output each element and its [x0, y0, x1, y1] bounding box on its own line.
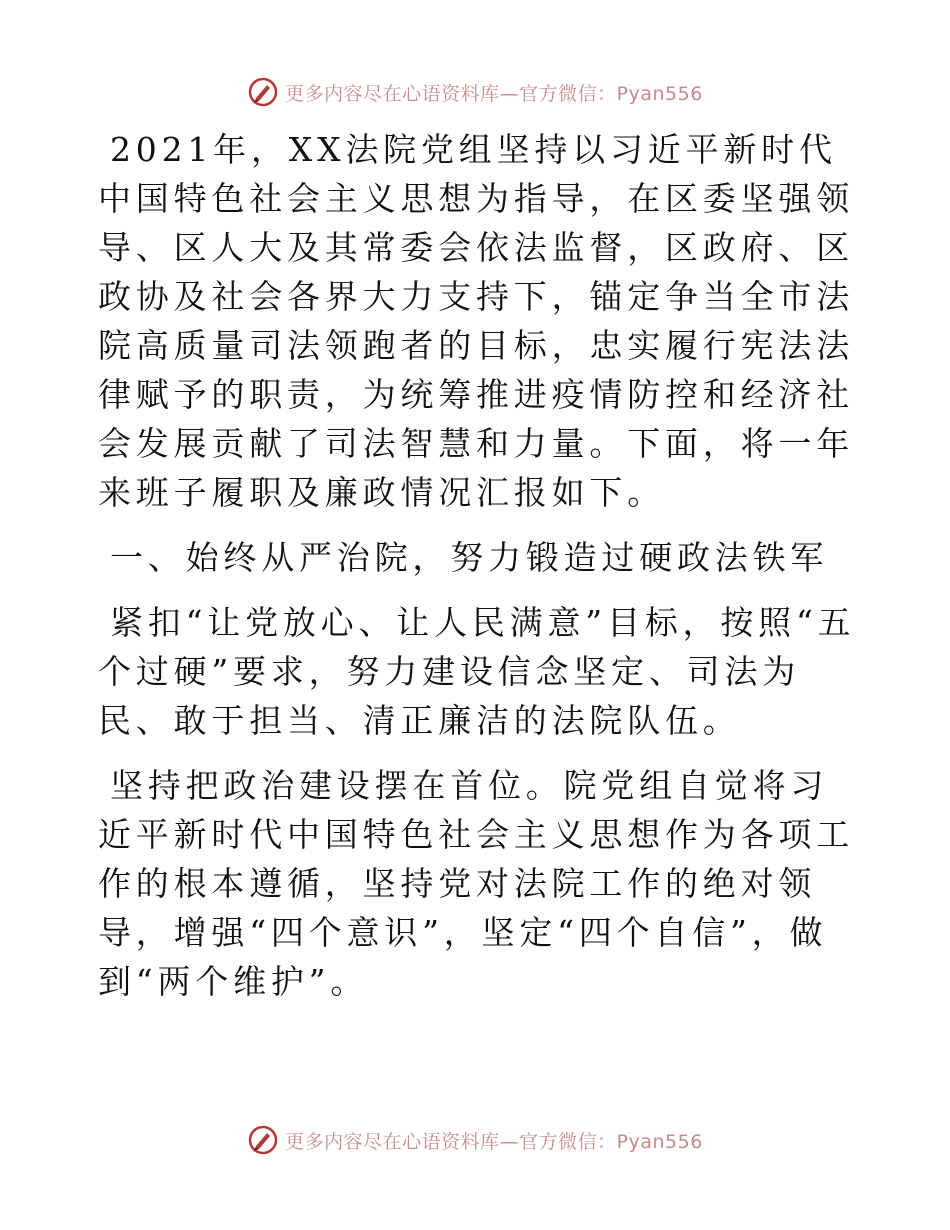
pen-emblem-icon	[247, 76, 279, 108]
document-body	[98, 125, 858, 1006]
header-watermark	[0, 72, 950, 112]
watermark-text: 更多内容尽在心语资料库—官方微信：Pyan556	[285, 1130, 703, 1153]
section-intro-paragraph: 紧扣“让党放心、让人民满意”目标，按照“五个过硬”要求，努力建设信念坚定、司法为民、敢于担当、清正廉洁的法院队伍。	[98, 603, 856, 740]
watermark-text: 更多内容尽在心语资料库—官方微信：Pyan556	[285, 82, 703, 105]
political-construction-paragraph: 坚持把政治建设摆在首位。院党组自觉将习近平新时代中国特色社会主义思想作为各项工作的根本遵循，坚持党对法院工作的绝对领导，增强“四个意识”，坚定“四个自信”，做到“两个维护”。	[98, 766, 854, 1001]
pen-emblem-icon	[247, 1124, 279, 1156]
section-heading: 一、始终从严治院，努力锻造过硬政法铁军	[110, 538, 829, 577]
intro-paragraph: 2021年，XX法院党组坚持以习近平新时代中国特色社会主义思想为指导，在区委坚强领导、区人大及其常委会依法监督，区政府、区政协及社会各界大力支持下，锚定争当全市法院高质量司法领跑者的目标，忠实履行宪法法律赋予的职责，为统筹推进疫情防控和经济社会发展贡献了司法智慧和力量。下面，将一年来班子履职及廉政情况汇报如下。	[98, 130, 854, 512]
footer-watermark	[0, 1120, 950, 1160]
